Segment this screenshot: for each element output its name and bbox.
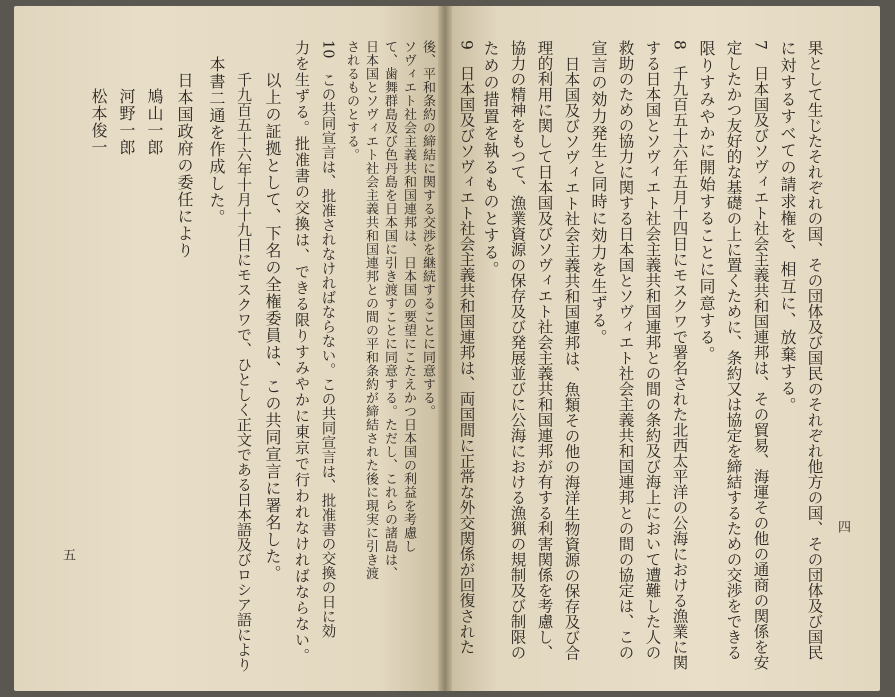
text-column: 力を生ずる。批准書の交換は、できる限りすみやかに東京で行われなければならない。 [293,40,311,664]
text-column: 定したかつ友好的な基礎の上に置くために、条約又は協定を締結するための交渉をできる [724,40,743,660]
text-column: する日本国とソヴィエト社会主義共和国連邦との間の条約及び海上において遭難した人の [643,40,662,660]
text-column: 限りすみやかに開始することに同意する。 [697,40,716,363]
text-column: 8 千九百五十六年五月十四日にモスクワで署名された北西太平洋の公海における漁業に関 [670,40,689,670]
text-column: 理的利用に関して日本国及びソヴィエト社会主義共和国連邦が有する利害関係を考慮し、 [535,40,554,660]
text-column: に対するすべての請求権を、相互に、放棄する。 [778,40,797,414]
signatory-name: 河野一郎 [117,88,136,156]
page-number-left: 五 [60,548,75,561]
text-column: 10 この共同宣言は、批准されなければならない。この共同宣言は、批准書の交換の日に効 [319,40,336,639]
text-column: 果として生じたそれぞれの国、その団体及び国民のそれぞれ他方の国、その団体及び国民 [805,40,824,660]
text-column: 救助のための協力に関する日本国とソヴィエト社会主義共和国連邦との間の協定は、この [616,40,635,660]
text-column: 日本国とソヴィエト社会主義共和国連邦との間の平和条約が締結された後に現実に引き渡 [363,40,378,580]
text-column: て、歯舞群島及び色丹島を日本国に引き渡すことに同意する。ただし、これらの諸島は、 [382,40,397,580]
text-column: 7 日本国及びソヴィエト社会主義共和国連邦は、その貿易、海運その他の通商の関係を安 [751,40,770,670]
text-column: 以上の証拠として、下名の全権委員は、この共同宣言に署名した。 [263,72,282,582]
signatory-name: 鳩山一郎 [145,88,164,156]
text-column: ソヴィエト社会主義共和国連邦は、日本国の要望にこたえかつ日本国の利益を考慮し [401,40,416,553]
left-page [14,6,444,691]
text-column: 本書二通を作成した。 [207,56,226,226]
page-number-right: 四 [835,520,850,533]
text-column: 9 日本国及びソヴィエト社会主義共和国連邦は、両国間に正常な外交関係が回復された [457,40,476,655]
text-column: 千九百五十六年十月十九日にモスクワで、ひとしく正文である日本語及びロシア語により [235,72,253,672]
text-column: 後、平和条約の締結に関する交渉を継続することに同意する。 [420,40,435,418]
text-column: 宣言の効力発生と同時に効力を生ずる。 [589,40,608,346]
text-column: されるものとする。 [344,40,359,162]
text-column: 協力の精神をもつて、漁業資源の保存及び発展並びに公海における漁猟の規制及び制限の [508,40,527,660]
text-column: 日本国及びソヴィエト社会主義共和国連邦は、魚類その他の海洋生物資源の保存及び合 [562,56,581,661]
book-gutter [438,6,452,691]
signatory-name: 松本俊一 [89,88,108,156]
signature-header: 日本国政府の委任により [175,72,194,259]
text-column: ための措置を執るものとする。 [481,40,500,278]
